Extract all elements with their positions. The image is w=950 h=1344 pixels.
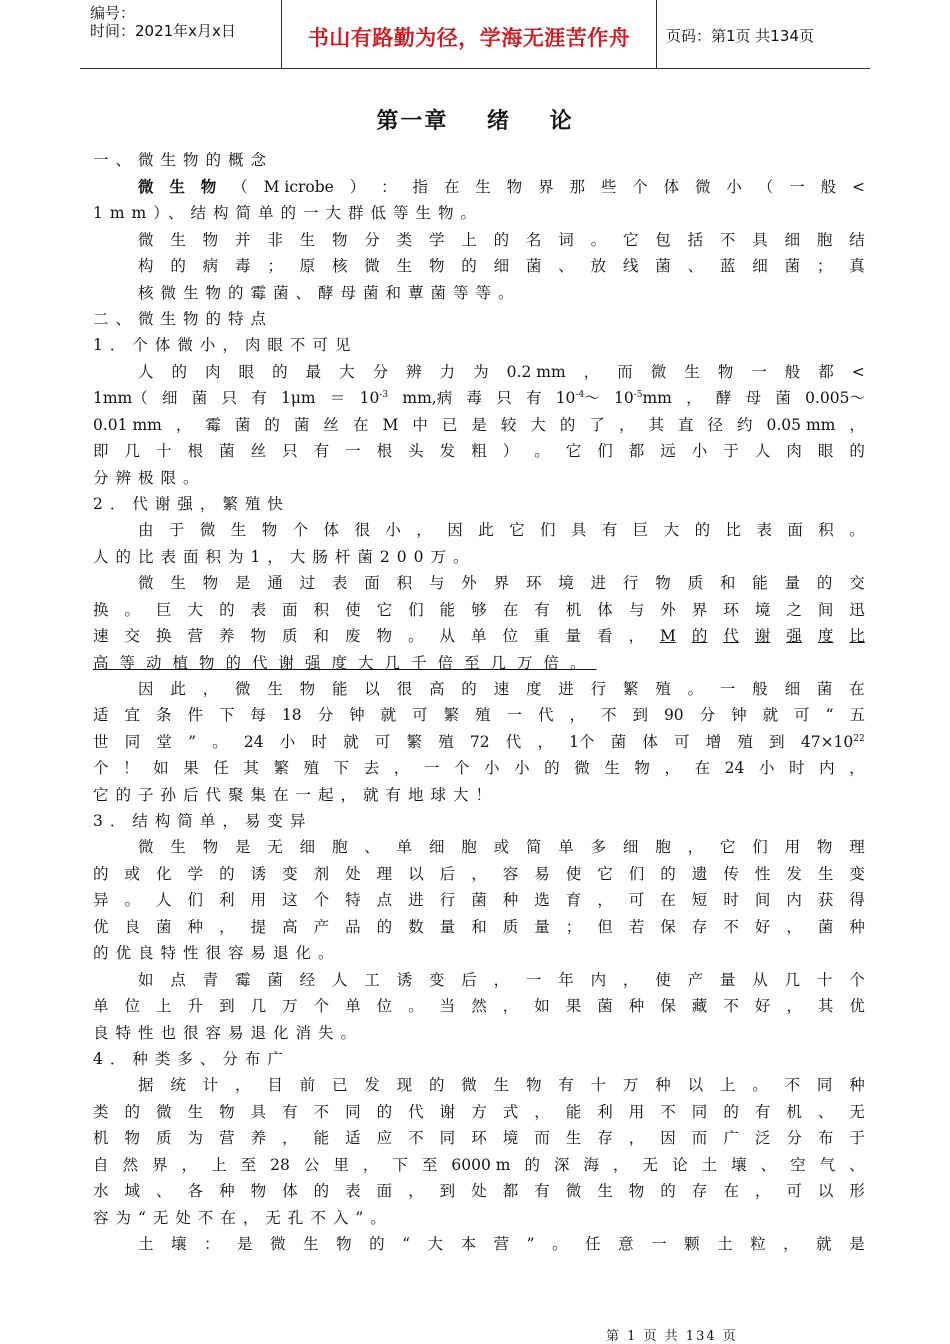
page-footer: 第 1 页 共 134 页 bbox=[606, 1329, 738, 1344]
chapter-title: 第一章 绪 论 bbox=[376, 109, 574, 134]
text-line: 机 物 质 为 营 养 ， 能 适 应 不 同 环 境 而 生 存 ， 因 而 广 泛 分 布 于 bbox=[93, 1129, 865, 1147]
text-line: 单 位 上 升 到 几 万 个 单 位 。 当 然 ， 如 果 菌 种 保 藏 不 好 ， 其 优 bbox=[93, 997, 865, 1015]
header-motto: 书山有路勤为径，学海无涯苦作舟 bbox=[307, 26, 631, 50]
text-line: 据 统 计 ， 目 前 已 发 现 的 微 生 物 有 十 万 种 以 上 。 不 同 种 bbox=[138, 1076, 865, 1094]
text-line: 2．代谢强，繁殖快 bbox=[93, 495, 290, 513]
text-line: 人的比表面积为1，大肠杆菌200万。 bbox=[93, 548, 476, 566]
text-line: 0.01 mm ， 霉 菌 的 菌 丝 在 M 中 已 是 较 大 的 了 ， 其 直 径 约 0.05 mm ， bbox=[93, 416, 865, 434]
header-left-cell bbox=[80, 0, 281, 68]
text-line: 一、微生物的概念 bbox=[93, 151, 274, 169]
text-line: 自 然 界 ， 上 至 28 公 里 ， 下 至 6000 m 的 深 海 ， 无 论 土 壤 、 空 气 、 bbox=[93, 1156, 865, 1174]
document-number-label: 编号： bbox=[90, 4, 136, 22]
text-line: 的优良特性很容易退化。 bbox=[93, 944, 341, 962]
text-line: 分辨极限。 bbox=[93, 469, 206, 487]
text-line: 个 ！ 如 果 任 其 繁 殖 下 去 ， 一 个 小 小 的 微 生 物 ， 在 24 小 时 内 ， bbox=[93, 759, 865, 777]
text-line: 容为“无处不在，无孔不入”。 bbox=[93, 1209, 393, 1227]
text-line: 微 生 物 （ M icrobe ） ： 指 在 生 物 界 那 些 个 体 微 小 （ 一 般 < bbox=[138, 177, 865, 196]
page-header bbox=[80, 0, 870, 69]
text-line: 1mm）、结构简单的一大群低等生物。 bbox=[93, 204, 484, 222]
page-count-label: 页码：第1页 共134页 bbox=[666, 27, 814, 45]
text-line: 构 的 病 毒 ； 原 核 微 生 物 的 细 菌 、 放 线 菌 、 蓝 细 菌 ； 真 bbox=[138, 257, 865, 275]
text-line: 土 壤 ： 是 微 生 物 的 “ 大 本 营 ” 。 任 意 一 颗 土 粒 ， 就 是 bbox=[138, 1235, 865, 1253]
text-line: 世 同 堂 ” 。 24 小 时 就 可 繁 殖 72 代 ， 1个 菌 体 可 增 殖 到 $47\times 10^{22}$ bbox=[93, 733, 865, 751]
text-line: 微 生 物 并 非 生 物 分 类 学 上 的 名 词 。 它 包 括 不 具 细 胞 结 bbox=[138, 231, 865, 249]
text-line: 类 的 微 生 物 具 有 不 同 的 代 谢 方 式 ， 能 利 用 不 同 的 有 机 、 无 bbox=[93, 1103, 865, 1121]
text-line: 因 此 ， 微 生 物 能 以 很 高 的 速 度 进 行 繁 殖 。 一 般 细 菌 在 bbox=[138, 680, 865, 698]
text-line: 速 交 换 营 养 物 质 和 废 物 。 从 单 位 重 量 看 ， M 的 代 谢 强 度 比 bbox=[93, 627, 865, 645]
text-line: 如 点 青 霉 菌 经 人 工 诱 变 后 ， 一 年 内 ， 使 产 量 从 几 十 个 bbox=[138, 971, 865, 989]
text-line: 由 于 微 生 物 个 体 很 小 ， 因 此 它 们 具 有 巨 大 的 比 表 面 积 。 bbox=[138, 521, 865, 539]
text-line: 微 生 物 是 无 细 胞 、 单 细 胞 或 简 单 多 细 胞 ， 它 们 用 物 理 bbox=[138, 838, 865, 856]
text-line: 良特性也很容易退化消失。 bbox=[93, 1024, 364, 1042]
text-line: 它的子孙后代聚集在一起，就有地球大！ bbox=[93, 786, 499, 804]
text-line: 二、微生物的特点 bbox=[93, 310, 274, 328]
text-line: 1mm（ 细 菌 只 有 1μm ＝ $10^{-3}$ mm,病 毒 只 有 $10^{-4}\sim$ $10^{-5}mm$ ， 酵 母 菌 0.005～ bbox=[93, 389, 865, 407]
text-line: 高等动植物的代谢强度大几千倍至几万倍。 bbox=[93, 654, 597, 672]
text-line: 异 。 人 们 利 用 这 个 特 点 进 行 菌 种 选 育 ， 可 在 短 时 间 内 获 得 bbox=[93, 891, 865, 909]
text-line: 优 良 菌 种 ， 提 高 产 品 的 数 量 和 质 量 ； 但 若 保 存 不 好 ， 菌 种 bbox=[93, 918, 865, 936]
text-line: 适 宜 条 件 下 每 18 分 钟 就 可 繁 殖 一 代 ， 不 到 90 分 钟 就 可 “ 五 bbox=[93, 706, 865, 724]
header-right-cell bbox=[656, 0, 870, 68]
text-line: 的 或 化 学 的 诱 变 剂 处 理 以 后 ， 容 易 使 它 们 的 遗 传 性 发 生 变 bbox=[93, 865, 865, 883]
text-line: 3．结构简单，易变异 bbox=[93, 812, 313, 830]
text-line: 水 域 、 各 种 物 体 的 表 面 ， 到 处 都 有 微 生 物 的 存 在 ， 可 以 形 bbox=[93, 1182, 865, 1200]
text-line: 即 几 十 根 菌 丝 只 有 一 根 头 发 粗 ） 。 它 们 都 远 小 于 人 肉 眼 的 bbox=[93, 442, 865, 460]
text-line: 核微生物的霉菌、酵母菌和蕈菌等等。 bbox=[138, 284, 521, 302]
text-line: 4．种类多、分布广 bbox=[93, 1050, 290, 1068]
text-line: 换 。 巨 大 的 表 面 积 使 它 们 能 够 在 有 机 体 与 外 界 环 境 之 间 迅 bbox=[93, 601, 865, 619]
text-line: 人 的 肉 眼 的 最 大 分 辨 力 为 0.2 mm ， 而 微 生 物 一 般 都 < bbox=[138, 363, 865, 381]
document-date-label: 时间：2021年x月x日 bbox=[90, 22, 236, 40]
header-motto-cell bbox=[281, 0, 657, 68]
text-line: 微 生 物 是 通 过 表 面 积 与 外 界 环 境 进 行 物 质 和 能 量 的 交 bbox=[138, 574, 865, 592]
text-line: 1．个体微小，肉眼不可见 bbox=[93, 336, 358, 354]
